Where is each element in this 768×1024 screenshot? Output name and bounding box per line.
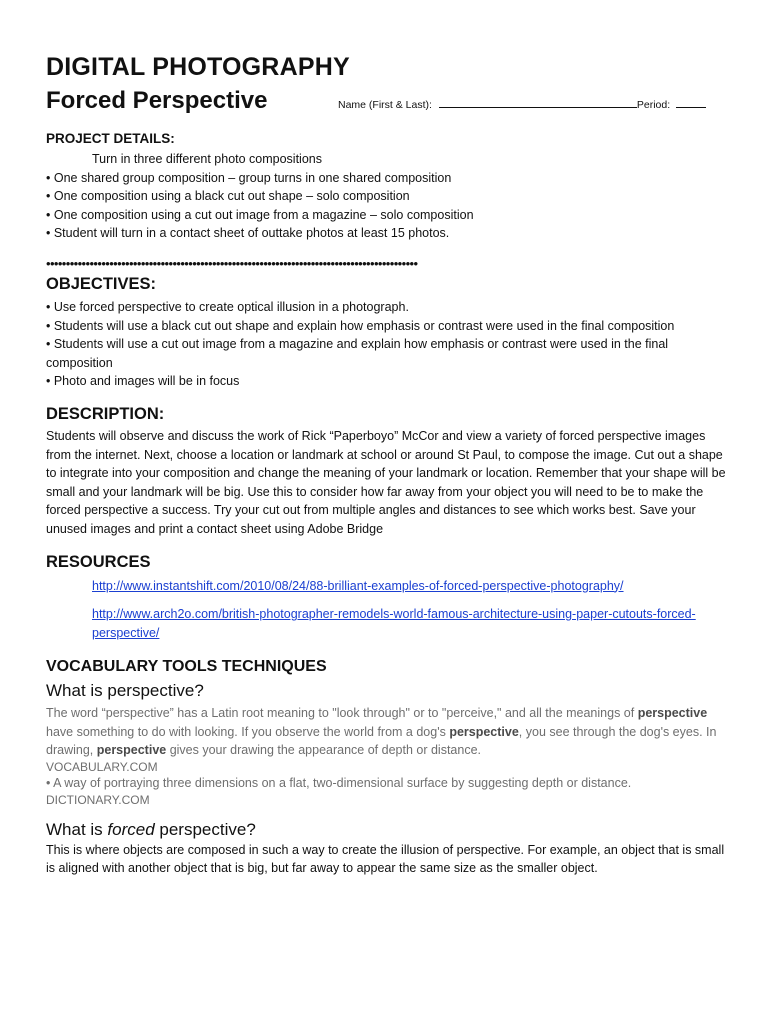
project-details-heading: PROJECT DETAILS: xyxy=(46,131,175,146)
vocabulary-heading: VOCABULARY TOOLS TECHNIQUES xyxy=(46,658,327,676)
description-heading: DESCRIPTION: xyxy=(46,404,165,423)
definition-dictionary: • A way of portraying three dimensions on a flat, two-dimensional surface by suggesting depth or distance. xyxy=(46,776,632,791)
list-item: • Photo and images will be in focus xyxy=(46,374,240,389)
definition-vocabulary: The word “perspective” has a Latin root meaning to "look through" or to "perceive," and all the meanings of perspective have something to do with looking. If you observe the world from a dog's perspective, you see through the dog's eyes. In drawing, perspective gives your drawing the appearance of depth or distance. xyxy=(46,706,717,758)
title-row xyxy=(46,86,726,116)
list-item: • Student will turn in a contact sheet of outtake photos at least 15 photos. xyxy=(46,226,450,241)
period-label: Period: xyxy=(636,99,671,111)
objectives-list xyxy=(46,298,726,391)
document-title: DIGITAL PHOTOGRAPHY xyxy=(46,53,350,81)
document-subtitle: Forced Perspective xyxy=(46,87,268,114)
list-item: • Use forced perspective to create optical illusion in a photograph. xyxy=(46,299,409,314)
list-item: • Students will use a cut out image from a magazine and explain how emphasis or contrast were used in the final composition xyxy=(46,337,669,370)
list-item: • One shared group composition – group turns in one shared composition xyxy=(46,170,452,185)
source-vocabulary-com: VOCABULARY.COM xyxy=(46,760,158,775)
dotted-divider: •••••••••••••••••••••••••••••••••••••••••••••••••••••••••••••••••••••••••••••••••••••••••••••• xyxy=(46,256,418,271)
project-details-list xyxy=(46,169,726,243)
source-dictionary-com: DICTIONARY.COM xyxy=(46,792,150,807)
project-details-intro: Turn in three different photo compositions xyxy=(92,152,322,166)
definition-forced-perspective: This is where objects are composed in such a way to create the illusion of perspective. For example, an object that is small is aligned with another object that is big, but far away to appear the same size as the smaller object. xyxy=(46,842,725,876)
objectives-heading: OBJECTIVES: xyxy=(46,274,157,293)
worksheet-page xyxy=(46,52,726,878)
name-period-field xyxy=(338,99,706,111)
description-text: Students will observe and discuss the work of Rick “Paperboyo” McCor and view a variety of forced perspective images from the internet. Next, choose a location or landmark at school or around St Paul, to compose the image. Cut out a shape to integrate into your composition and change the meaning of your landmark or location. Remember that your shape will be small and your landmark will be big. Use this to consider how far away from your object you will need to be to make the forced perspective a success. Try your cut out from multiple angles and distances to see which works best. Save your unused images and print a contact sheet using Adobe Bridge xyxy=(46,428,726,536)
list-item: • One composition using a black cut out shape – solo composition xyxy=(46,189,410,204)
list-item: • One composition using a cut out image from a magazine – solo composition xyxy=(46,207,474,222)
list-item: • Students will use a black cut out shape and explain how emphasis or contrast were used in the final composition xyxy=(46,318,675,333)
resources-links xyxy=(46,577,726,643)
question-perspective: What is perspective? xyxy=(46,681,204,701)
question-forced-perspective: What is forced perspective? xyxy=(46,819,256,839)
period-blank[interactable] xyxy=(676,106,706,108)
resource-link-arch2o[interactable]: http://www.arch2o.com/british-photographer-remodels-world-famous-architecture-using-paper-cutouts-forced-perspective/ xyxy=(92,607,696,640)
name-label: Name (First & Last): xyxy=(338,99,432,111)
resources-heading: RESOURCES xyxy=(46,552,151,571)
name-blank[interactable] xyxy=(439,106,637,108)
resource-link-instantshift[interactable]: http://www.instantshift.com/2010/08/24/88-brilliant-examples-of-forced-perspective-photography/ xyxy=(92,578,624,593)
